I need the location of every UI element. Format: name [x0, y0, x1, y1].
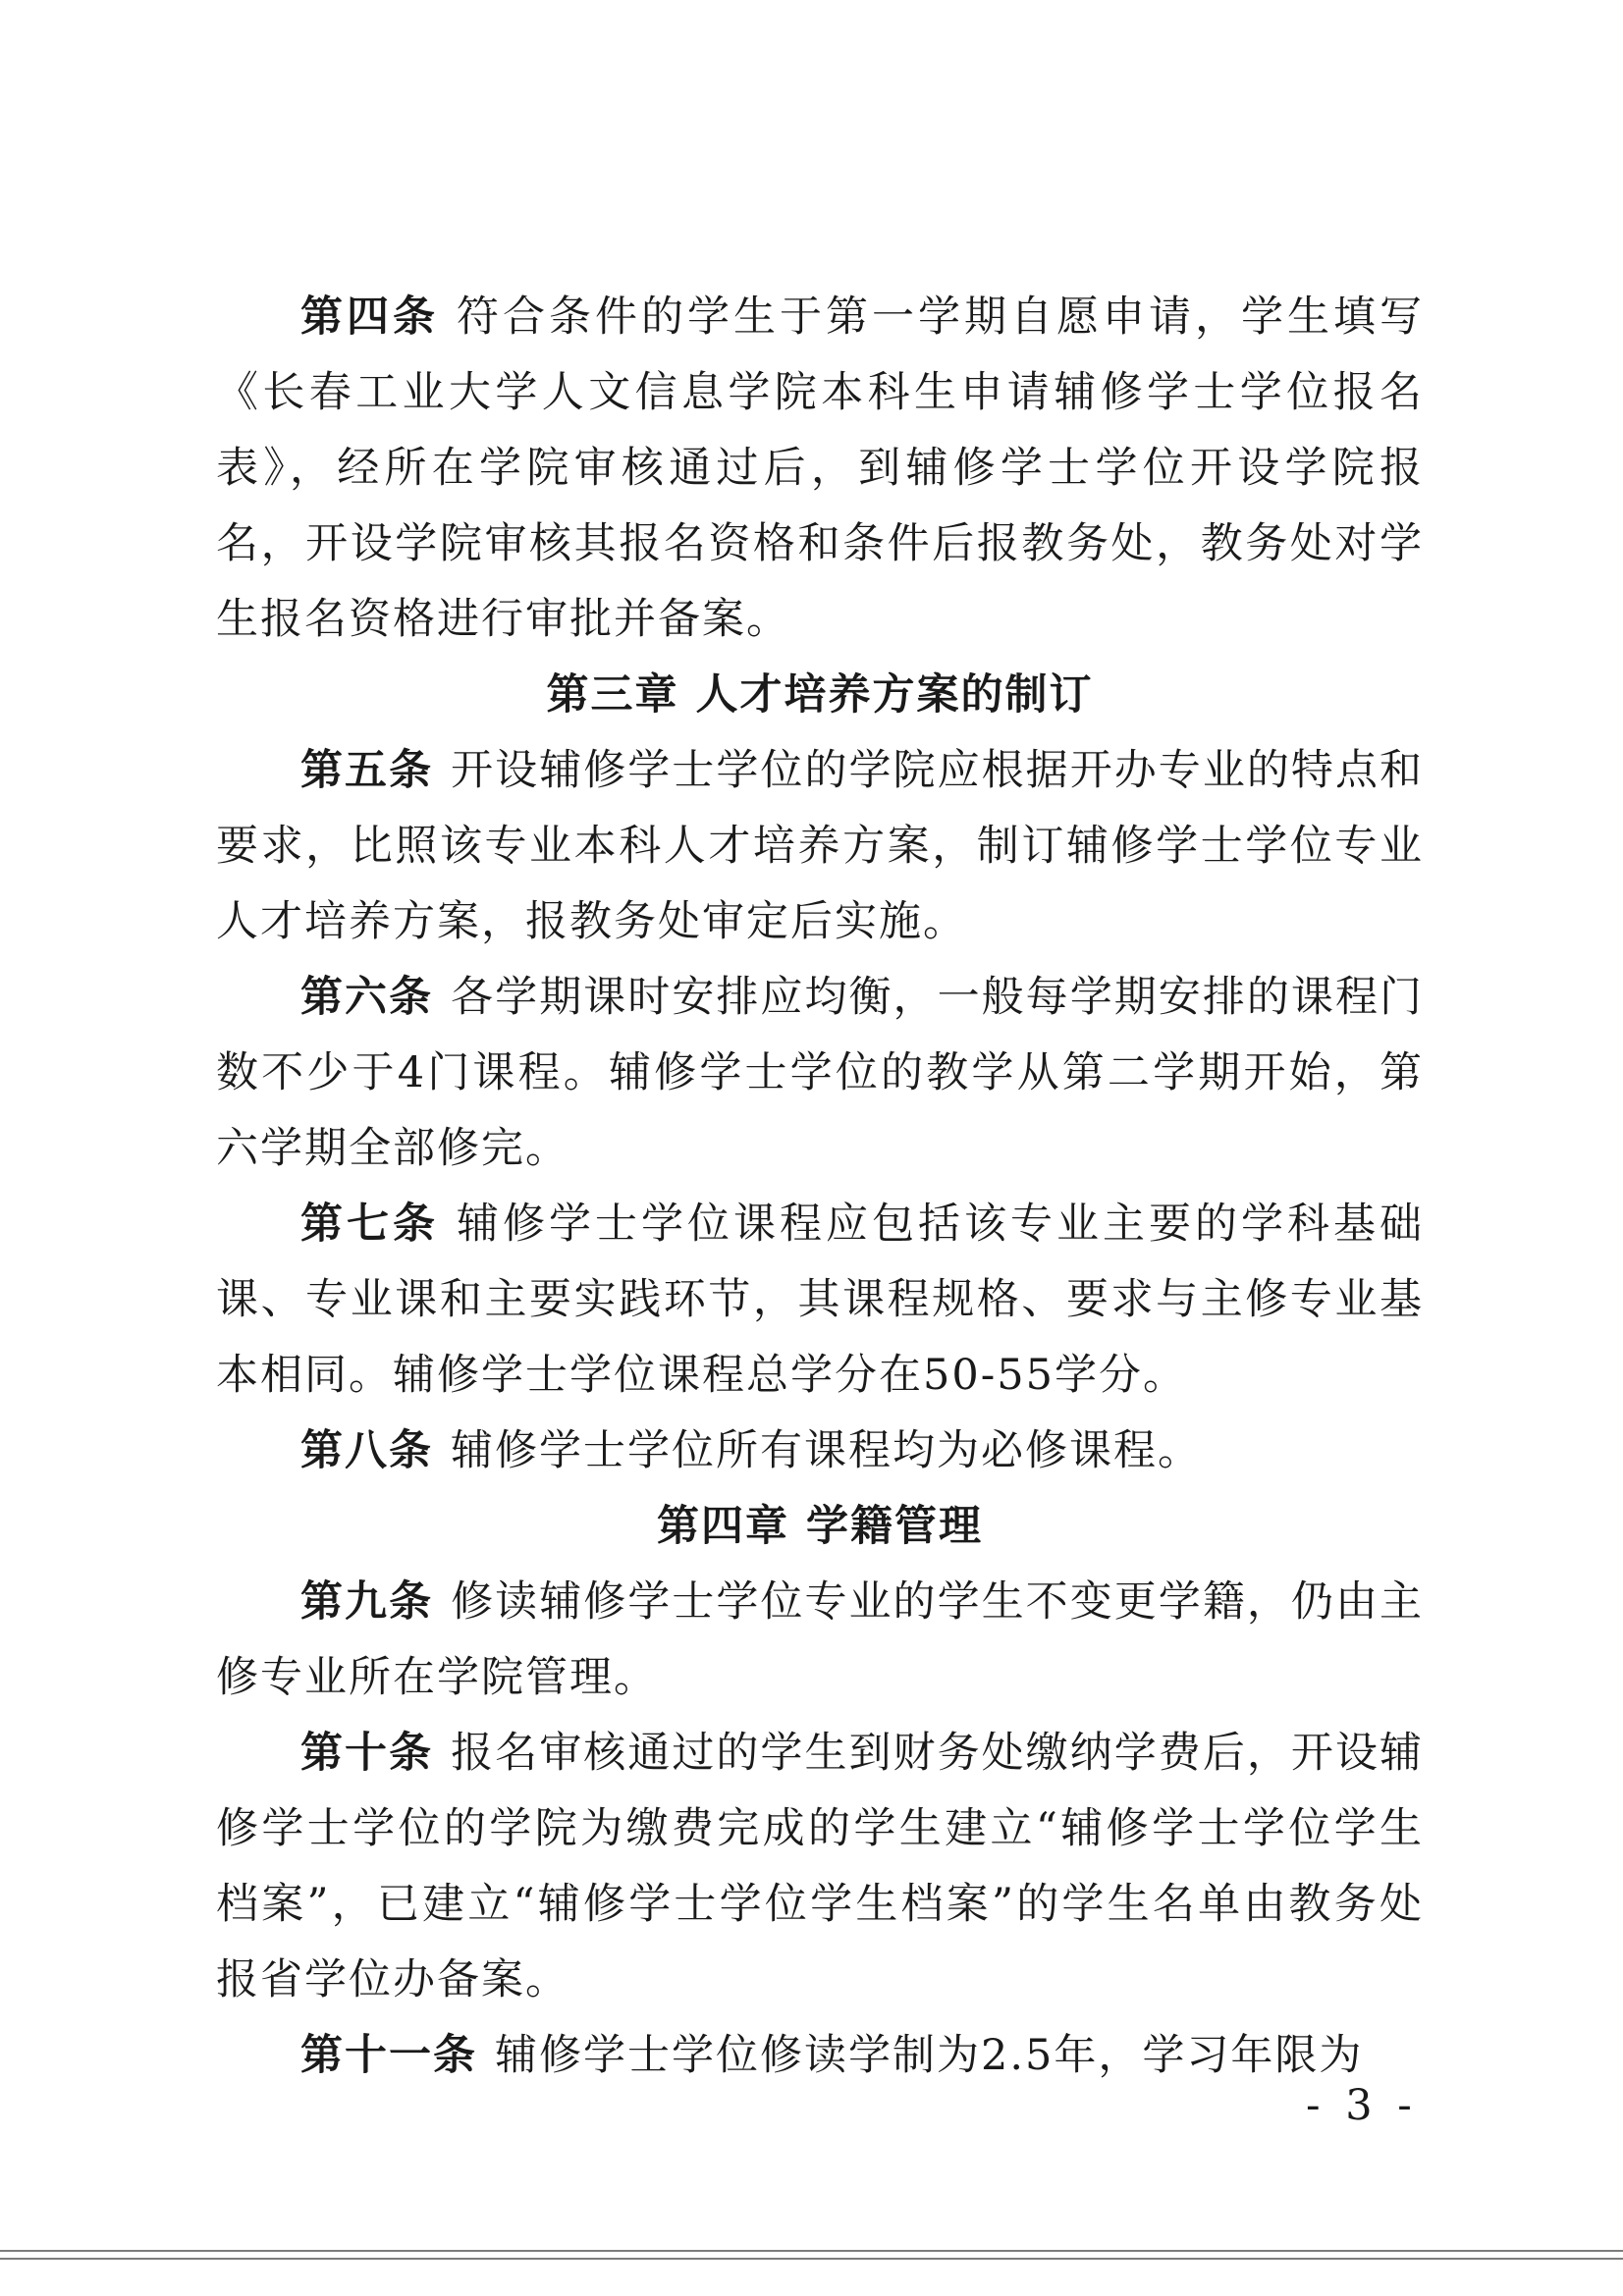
article-6 — [216, 960, 1424, 1187]
article-7-text: 辅修学士学位课程应包括该专业主要的学科基础课、专业课和主要实践环节，其课程规格、要求与主修专业基本相同。辅修学士学位课程总学分在50-55学分。 — [216, 1200, 1424, 1400]
article-11 — [216, 2018, 1424, 2094]
article-5-lead: 第五条 — [300, 746, 434, 795]
article-7 — [216, 1187, 1424, 1414]
chapter-4-heading: 第四章 学籍管理 — [657, 1502, 983, 1551]
article-10-text: 报名审核通过的学生到财务处缴纳学费后，开设辅修学士学位的学院为缴费完成的学生建立“辅修学士学位学生档案”，已建立“辅修学士学位学生档案”的学生名单由教务处报省学位办备案。 — [216, 1729, 1424, 2004]
article-6-lead: 第六条 — [300, 973, 434, 1022]
article-7-lead: 第七条 — [300, 1200, 439, 1249]
article-9-text: 修读辅修学士学位专业的学生不变更学籍，仍由主修专业所在学院管理。 — [216, 1577, 1424, 1702]
article-11-lead: 第十一条 — [300, 2031, 477, 2080]
document-body — [216, 280, 1424, 2094]
article-9 — [216, 1565, 1424, 1716]
article-4-text: 符合条件的学生于第一学期自愿申请，学生填写《长春工业大学人文信息学院本科生申请辅修学士学位报名表》，经所在学院审核通过后，到辅修学士学位开设学院报名，开设学院审核其报名资格和条件后报教务处，教务处对学生报名资格进行审批并备案。 — [216, 293, 1424, 644]
article-6-text: 各学期课时安排应均衡，一般每学期安排的课程门数不少于4门课程。辅修学士学位的教学从第二学期开始，第六学期全部修完。 — [216, 973, 1424, 1173]
article-8 — [216, 1414, 1424, 1489]
article-9-lead: 第九条 — [300, 1577, 434, 1627]
article-8-text: 辅修学士学位所有课程均为必修课程。 — [451, 1426, 1202, 1475]
article-5-text: 开设辅修学士学位的学院应根据开办专业的特点和要求，比照该专业本科人才培养方案，制订辅修学士学位专业人才培养方案，报教务处审定后实施。 — [216, 746, 1424, 946]
page-number: - 3 - — [1306, 2081, 1418, 2130]
chapter-3-heading: 第三章 人才培养方案的制订 — [546, 670, 1094, 720]
footer-rule — [0, 2250, 1623, 2252]
article-11-text: 辅修学士学位修读学制为2.5年，学习年限为 — [495, 2031, 1364, 2080]
article-4-lead: 第四条 — [300, 293, 439, 342]
article-10 — [216, 1716, 1424, 2018]
article-4 — [216, 280, 1424, 658]
article-8-lead: 第八条 — [300, 1426, 433, 1475]
article-10-lead: 第十条 — [300, 1729, 434, 1778]
footer-rule — [0, 2258, 1623, 2260]
article-5 — [216, 733, 1424, 960]
